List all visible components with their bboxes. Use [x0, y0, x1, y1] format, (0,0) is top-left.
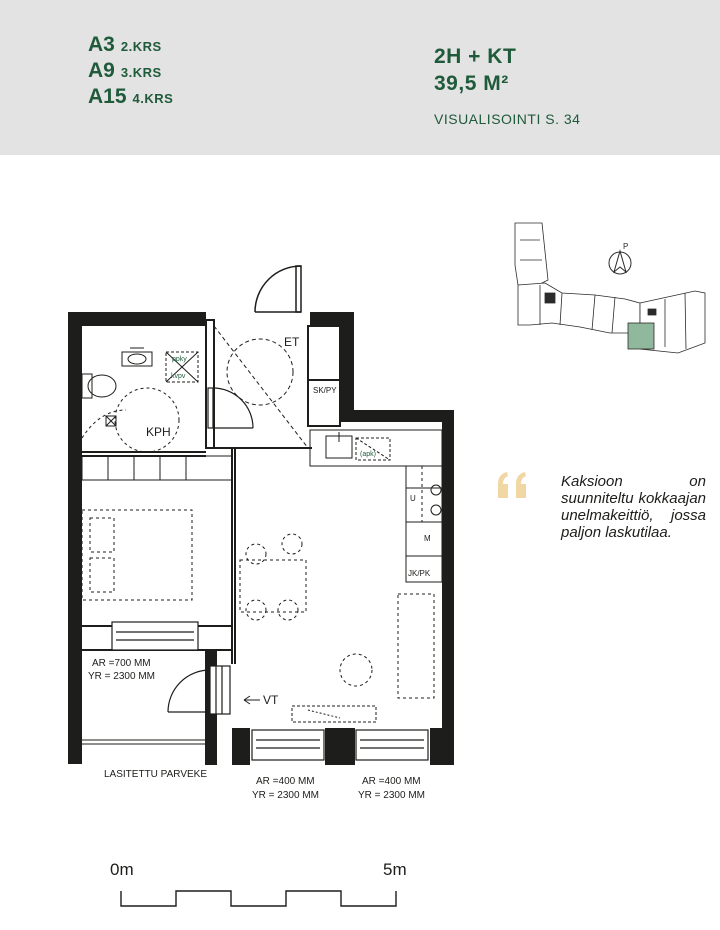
- window1-yr: YR = 2300 MM: [252, 790, 319, 801]
- window2-ar: AR =400 MM: [362, 776, 421, 787]
- exterior-walls: [68, 312, 454, 765]
- entry-door: [255, 266, 301, 312]
- window1-ar: AR =400 MM: [256, 776, 315, 787]
- unit-floor: 3.KRS: [120, 65, 162, 80]
- key-plan: [500, 215, 710, 355]
- unit-a15: [88, 85, 173, 109]
- north-arrow-icon: [609, 251, 631, 274]
- oven-label: M: [424, 534, 431, 543]
- scale-start: 0m: [110, 860, 134, 879]
- floor-plan: [60, 260, 470, 820]
- apartment-type: 2H + KT: [434, 45, 517, 68]
- balcony-door-yr: YR = 2300 MM: [88, 671, 155, 682]
- wardrobe-label: VT: [263, 693, 279, 707]
- highlighted-unit: [628, 323, 654, 349]
- scale-end: 5m: [383, 860, 407, 879]
- laundry-label-2: kvpv: [171, 373, 186, 380]
- entry-label: ET: [284, 335, 300, 349]
- balcony-door-ar: AR =700 MM: [92, 658, 151, 669]
- balcony-label: LASITETTU PARVEKE: [104, 769, 207, 780]
- quote-text: Kaksioon on suunniteltu kokkaajan unelmakeittiö, jossa paljon laskutilaa.: [561, 473, 706, 541]
- unit-floor: 2.KRS: [120, 39, 162, 54]
- unit-code: A15: [88, 85, 127, 108]
- unit-code: A3: [88, 33, 115, 56]
- unit-code: A9: [88, 59, 115, 82]
- quote-icon: [494, 472, 530, 498]
- bathroom-label: KPH: [146, 425, 171, 439]
- scale-bar: [100, 855, 420, 915]
- unit-a9: [88, 59, 162, 83]
- apartment-area: 39,5 M²: [434, 72, 509, 95]
- dishwasher-label: (apk): [360, 451, 376, 458]
- visualization-reference: VISUALISOINTI S. 34: [434, 111, 581, 127]
- fridge-freezer-label: JK/PK: [408, 569, 431, 578]
- laundry-label-1: ppky: [172, 356, 187, 363]
- closet-label: SK/PY: [313, 386, 337, 395]
- unit-a3: [88, 33, 162, 57]
- header-banner: [0, 0, 720, 155]
- north-label: P: [623, 242, 629, 251]
- fridge-label: U: [410, 494, 416, 503]
- unit-floor: 4.KRS: [132, 91, 174, 106]
- window2-yr: YR = 2300 MM: [358, 790, 425, 801]
